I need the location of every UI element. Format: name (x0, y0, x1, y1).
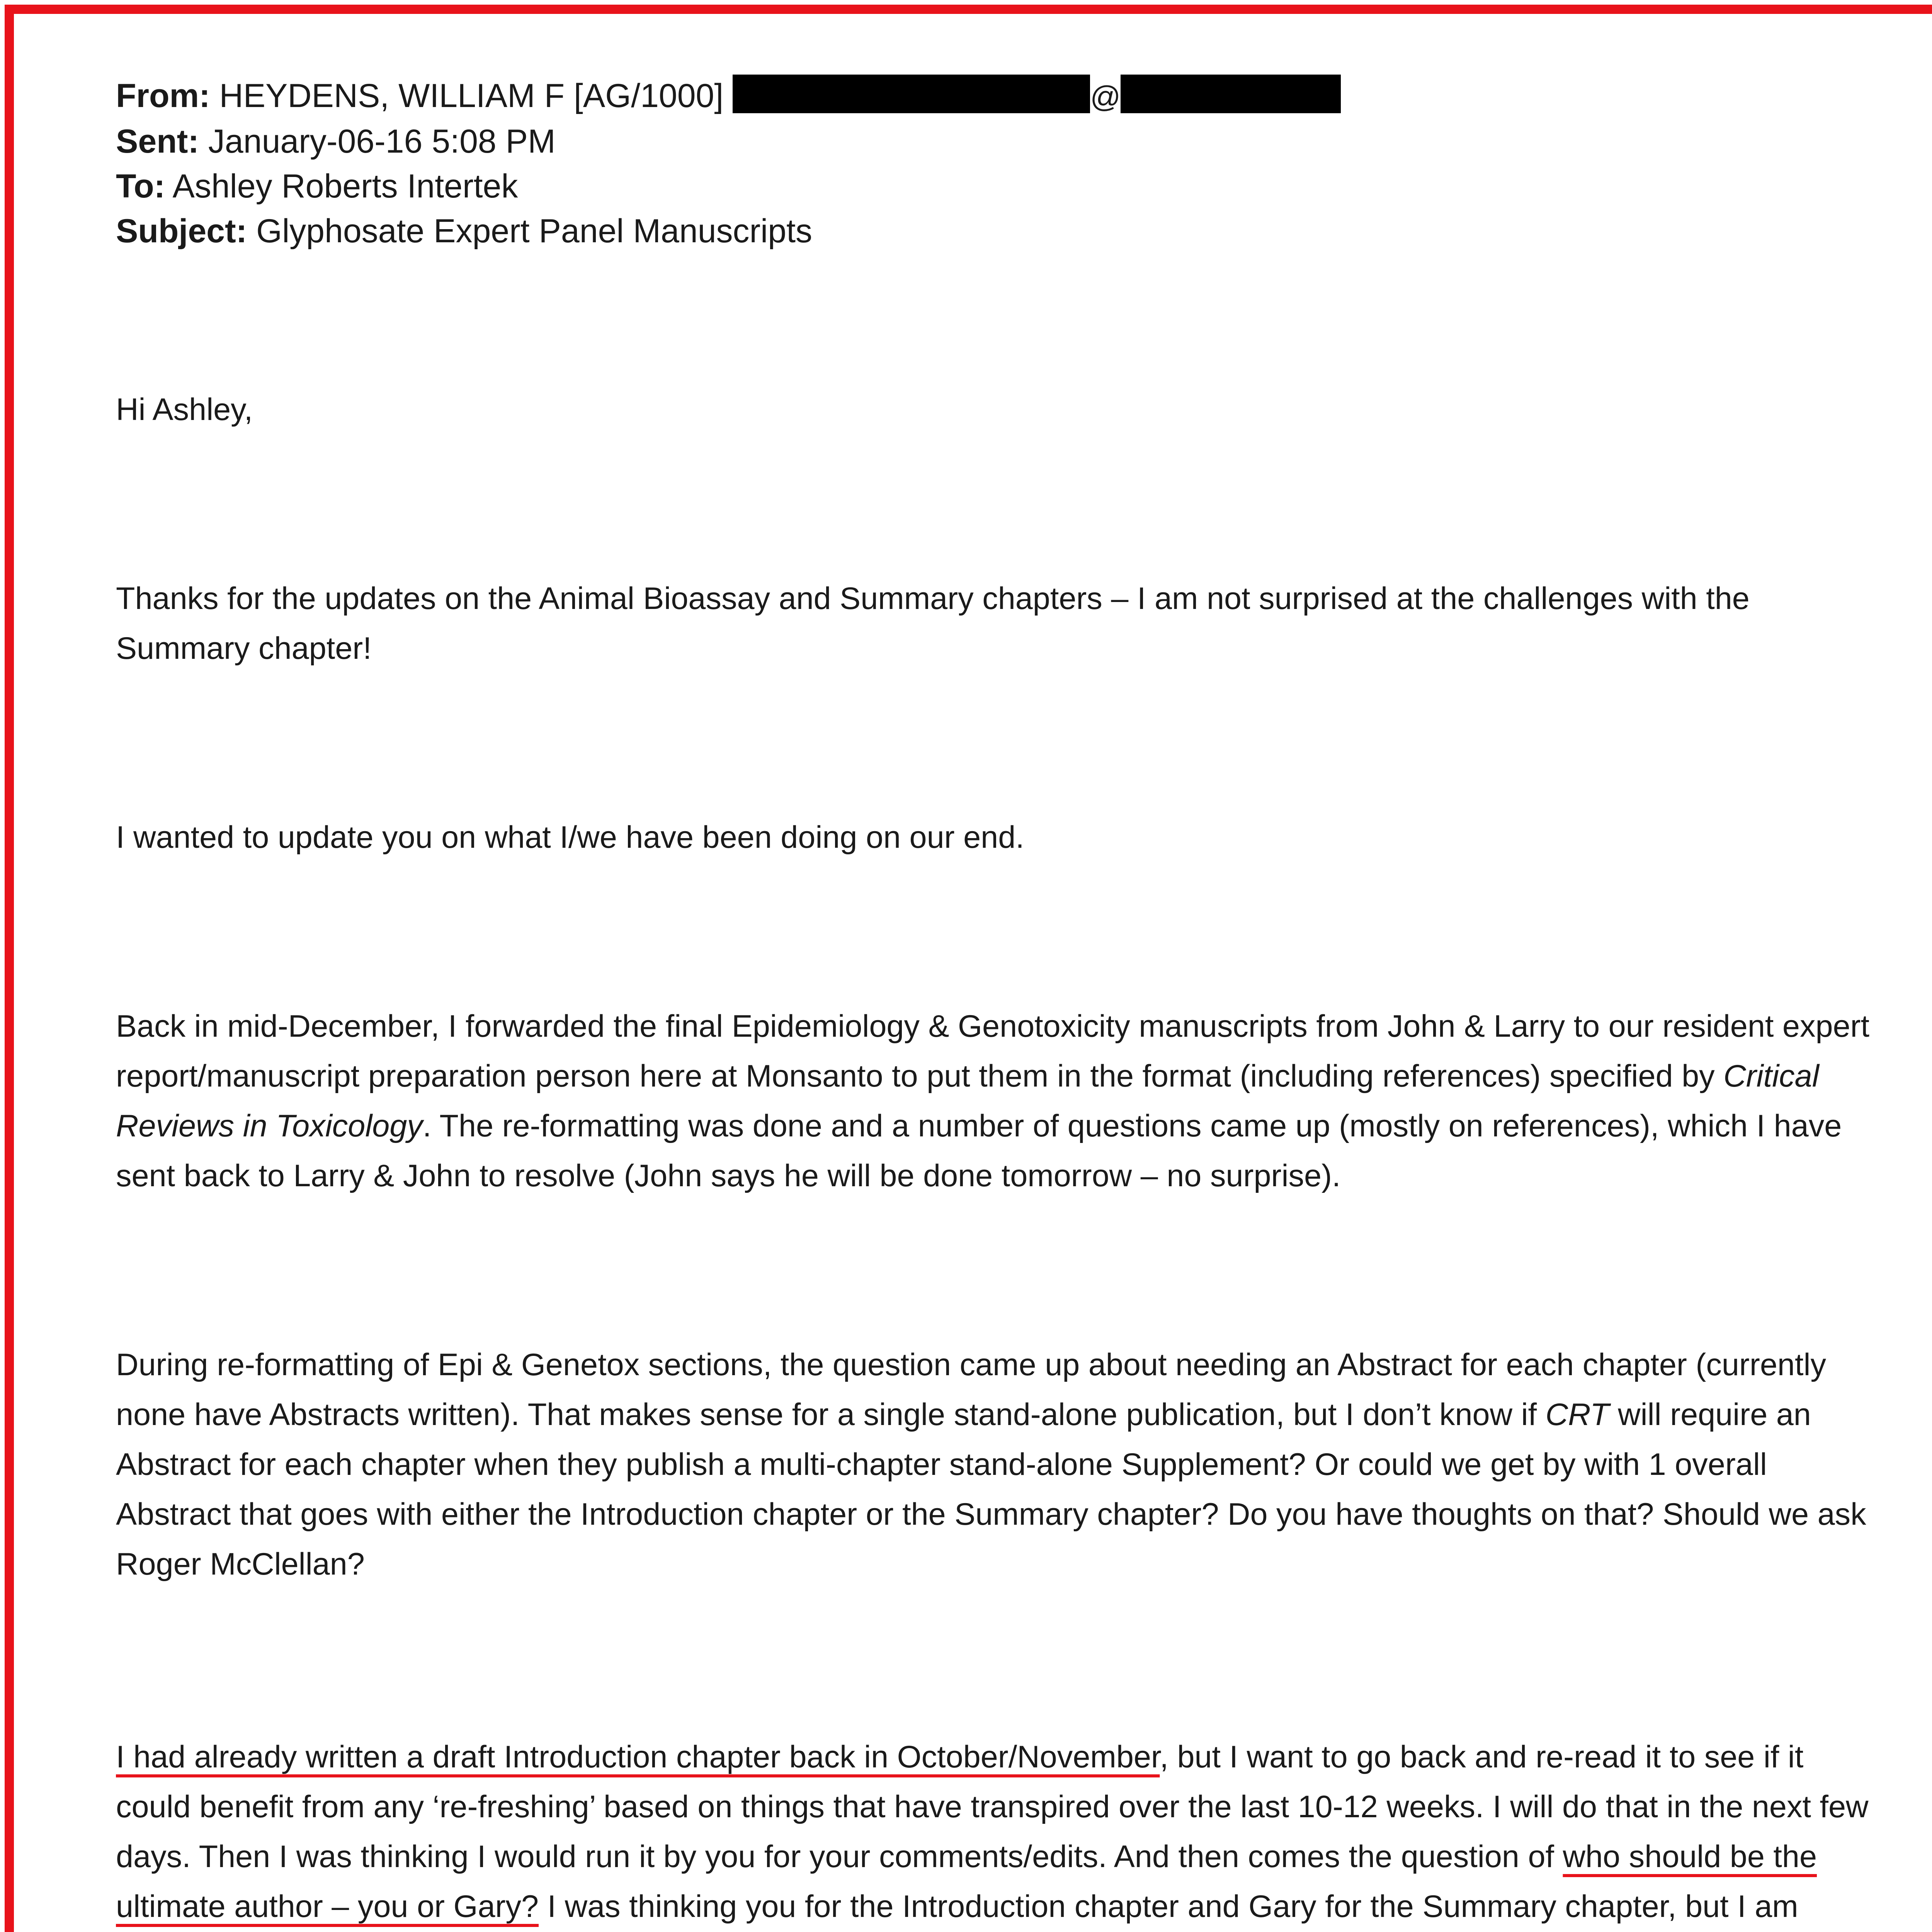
paragraph-5-text-a: , but I want to go back and re-read it to see if it could benefit from any ‘re-freshing’ based on things that have transpired over the last 10-12 weeks. I will do that in the next few days. Then I was thinking I would run it by you for your comments/edits. And then comes the question of (116, 1740, 1869, 1874)
from-value: HEYDENS, WILLIAM F [AG/1000] (219, 77, 724, 114)
greeting: Hi Ashley, (116, 392, 253, 427)
from-label: From: (116, 77, 210, 114)
paragraph-2: I wanted to update you on what I/we have been doing on our end. (116, 820, 1024, 855)
to-line (116, 164, 1870, 209)
journal-abbrev: CRT (1545, 1397, 1609, 1432)
from-line (116, 73, 1870, 119)
at-sign: @ (1090, 80, 1121, 114)
paragraph-5 (116, 1732, 1870, 1932)
journal-title: Critical Reviews in Toxicology (116, 1059, 1819, 1143)
to-value: Ashley Roberts Intertek (172, 168, 518, 205)
email-document (116, 73, 1870, 1932)
to-label: To: (116, 168, 165, 205)
paragraph-3 (116, 1002, 1870, 1201)
paragraph-1: Thanks for the updates on the Animal Bioassay and Summary chapters – I am not surprised at the challenges with the Summary chapter! (116, 581, 1750, 666)
sent-line (116, 119, 1870, 164)
sent-label: Sent: (116, 123, 199, 160)
underlined-phrase-draft-introduction: I had already written a draft Introduction chapter back in October/November (116, 1740, 1160, 1774)
paragraph-3-text-a: Back in mid-December, I forwarded the final Epidemiology & Genotoxicity manuscripts from John & Larry to our resident expert report/manuscript preparation person here at Monsanto to put them in the format (including references) specified by (116, 1009, 1870, 1094)
paragraph-4-text-a: During re-formatting of Epi & Genetox sections, the question came up about needing an Abstract for each chapter (currently none have Abstracts written). That makes sense for a single stand-alone publication, but I don’t know if (116, 1347, 1826, 1432)
paragraph-3-text-b: . The re-formatting was done and a number of questions came up (mostly on references), which I have sent back to Larry & John to resolve (John says he will be done tomorrow – no surprise). (116, 1109, 1842, 1193)
paragraph-4 (116, 1340, 1870, 1589)
paragraph-4-text-b: will require an Abstract for each chapter when they publish a multi-chapter stand-alone Supplement? Or could we get by with 1 overall Abstract that goes with either the Introduction chapter or the Summary chapter? Do you have thoughts on that? Should we ask Roger McClellan? (116, 1397, 1866, 1582)
subject-value: Glyphosate Expert Panel Manuscripts (256, 213, 812, 250)
subject-label: Subject: (116, 213, 247, 250)
redacted-email-local-part (733, 75, 1090, 113)
underlined-phrase-ultimate-author: who should be the ultimate author – you or Gary? (116, 1839, 1817, 1924)
sent-value: January-06-16 5:08 PM (208, 123, 556, 160)
subject-line (116, 209, 1870, 253)
redacted-email-domain (1121, 75, 1341, 113)
paragraph-5-text-b: I was thinking you for the Introduction chapter and Gary for the Summary chapter, but I am (547, 1889, 1798, 1924)
